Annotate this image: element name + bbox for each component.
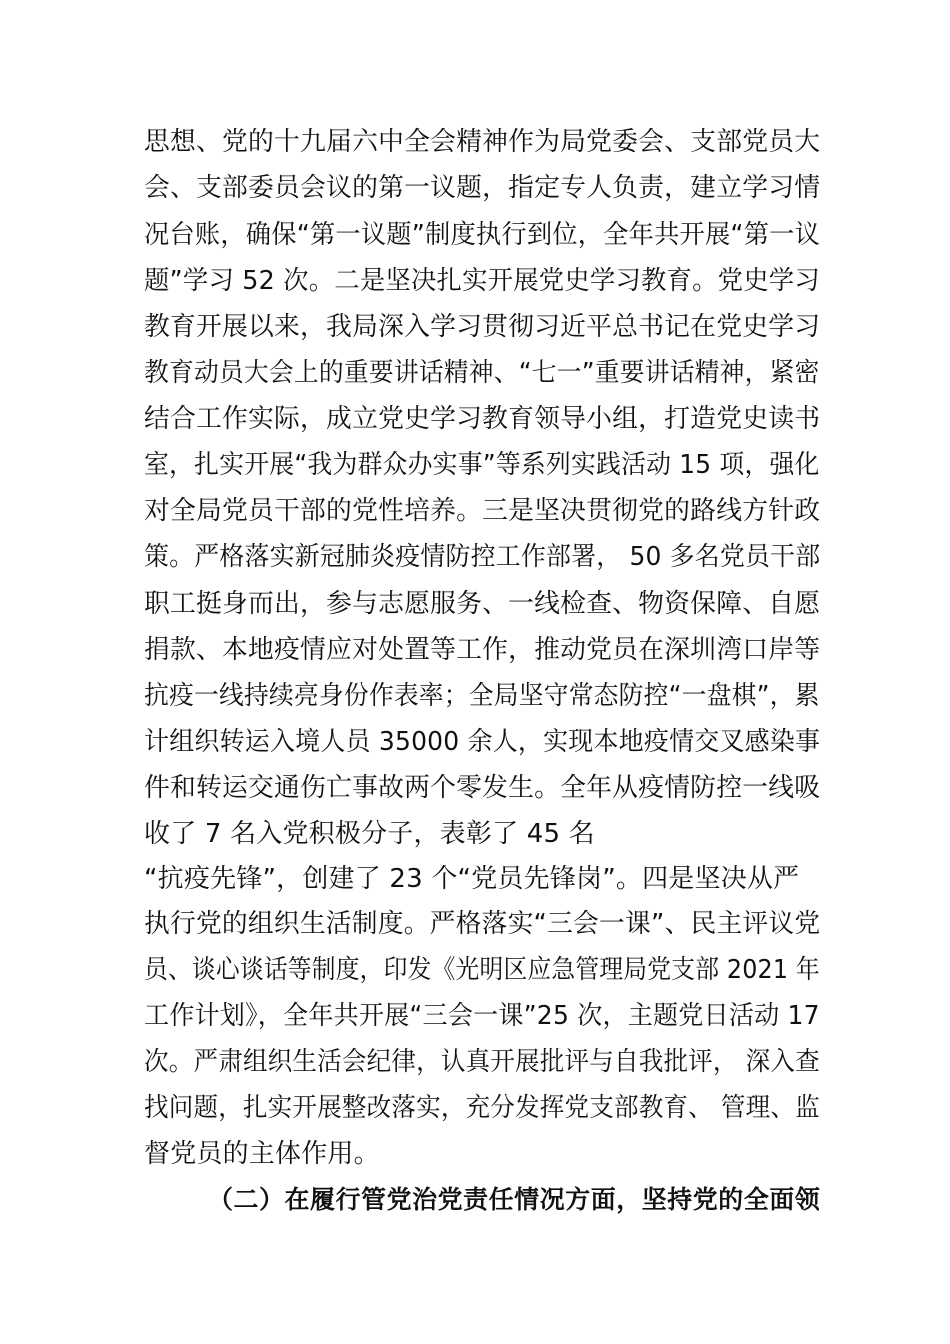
body-line: 抗疫一线持续亮身份作表率；全局坚守常态防控“一盘棋”，累 — [144, 681, 820, 711]
body-line: 工作计划》，全年共开展“三会一课”25 次，主题党日活动 17 — [144, 1001, 820, 1031]
body-line: 员、谈心谈话等制度，印发《光明区应急管理局党支部 2021 年 — [144, 955, 820, 985]
body-line: 执行党的组织生活制度。严格落实“三会一课”、民主评议党 — [144, 909, 821, 939]
body-line: 况台账，确保“第一议题”制度执行到位，全年共开展“第一议 — [144, 220, 821, 250]
body-line: 捐款、本地疫情应对处置等工作，推动党员在深圳湾口岸等 — [144, 635, 821, 665]
body-line: 找问题，扎实开展整改落实，充分发挥党支部教育、 管理、监 — [144, 1093, 820, 1123]
body-line: 职工挺身而出，参与志愿服务、一线检查、物资保障、自愿 — [144, 589, 821, 619]
body-line: 策。严格落实新冠肺炎疫情防控工作部署， 50 多名党员干部 — [144, 542, 821, 572]
body-line: 教育开展以来，我局深入学习贯彻习近平总书记在党史学习 — [144, 312, 821, 342]
body-line: 督党员的主体作用。 — [144, 1139, 380, 1169]
body-line: 对全局党员干部的党性培养。三是坚决贯彻党的路线方针政 — [144, 496, 821, 526]
body-line: 题”学习 52 次。二是坚决扎实开展党史学习教育。党史学习 — [144, 266, 820, 296]
body-line: 计组织转运入境人员 35000 余人，实现本地疫情交叉感染事 — [144, 727, 821, 757]
body-line: 结合工作实际，成立党史学习教育领导小组，打造党史读书 — [144, 404, 821, 434]
body-line: 收了 7 名入党积极分子，表彰了 45 名 — [144, 819, 595, 849]
body-line: 会、支部委员会议的第一议题，指定专人负责，建立学习情 — [144, 173, 821, 203]
body-line: 思想、党的十九届六中全会精神作为局党委会、支部党员大 — [144, 127, 821, 157]
body-line: “抗疫先锋”，创建了 23 个“党员先锋岗”。四是坚决从严 — [144, 864, 800, 894]
body-line: 次。严肃组织生活会纪律，认真开展批评与自我批评， 深入查 — [144, 1047, 820, 1077]
body-line: 教育动员大会上的重要讲话精神、“七一”重要讲话精神，紧密 — [144, 358, 820, 388]
section-heading: （二）在履行管党治党责任情况方面，坚持党的全面领 — [208, 1185, 821, 1214]
body-line: 件和转运交通伤亡事故两个零发生。全年从疫情防控一线吸 — [144, 773, 821, 803]
body-line: 室，扎实开展“我为群众办实事”等系列实践活动 15 项，强化 — [144, 450, 820, 480]
